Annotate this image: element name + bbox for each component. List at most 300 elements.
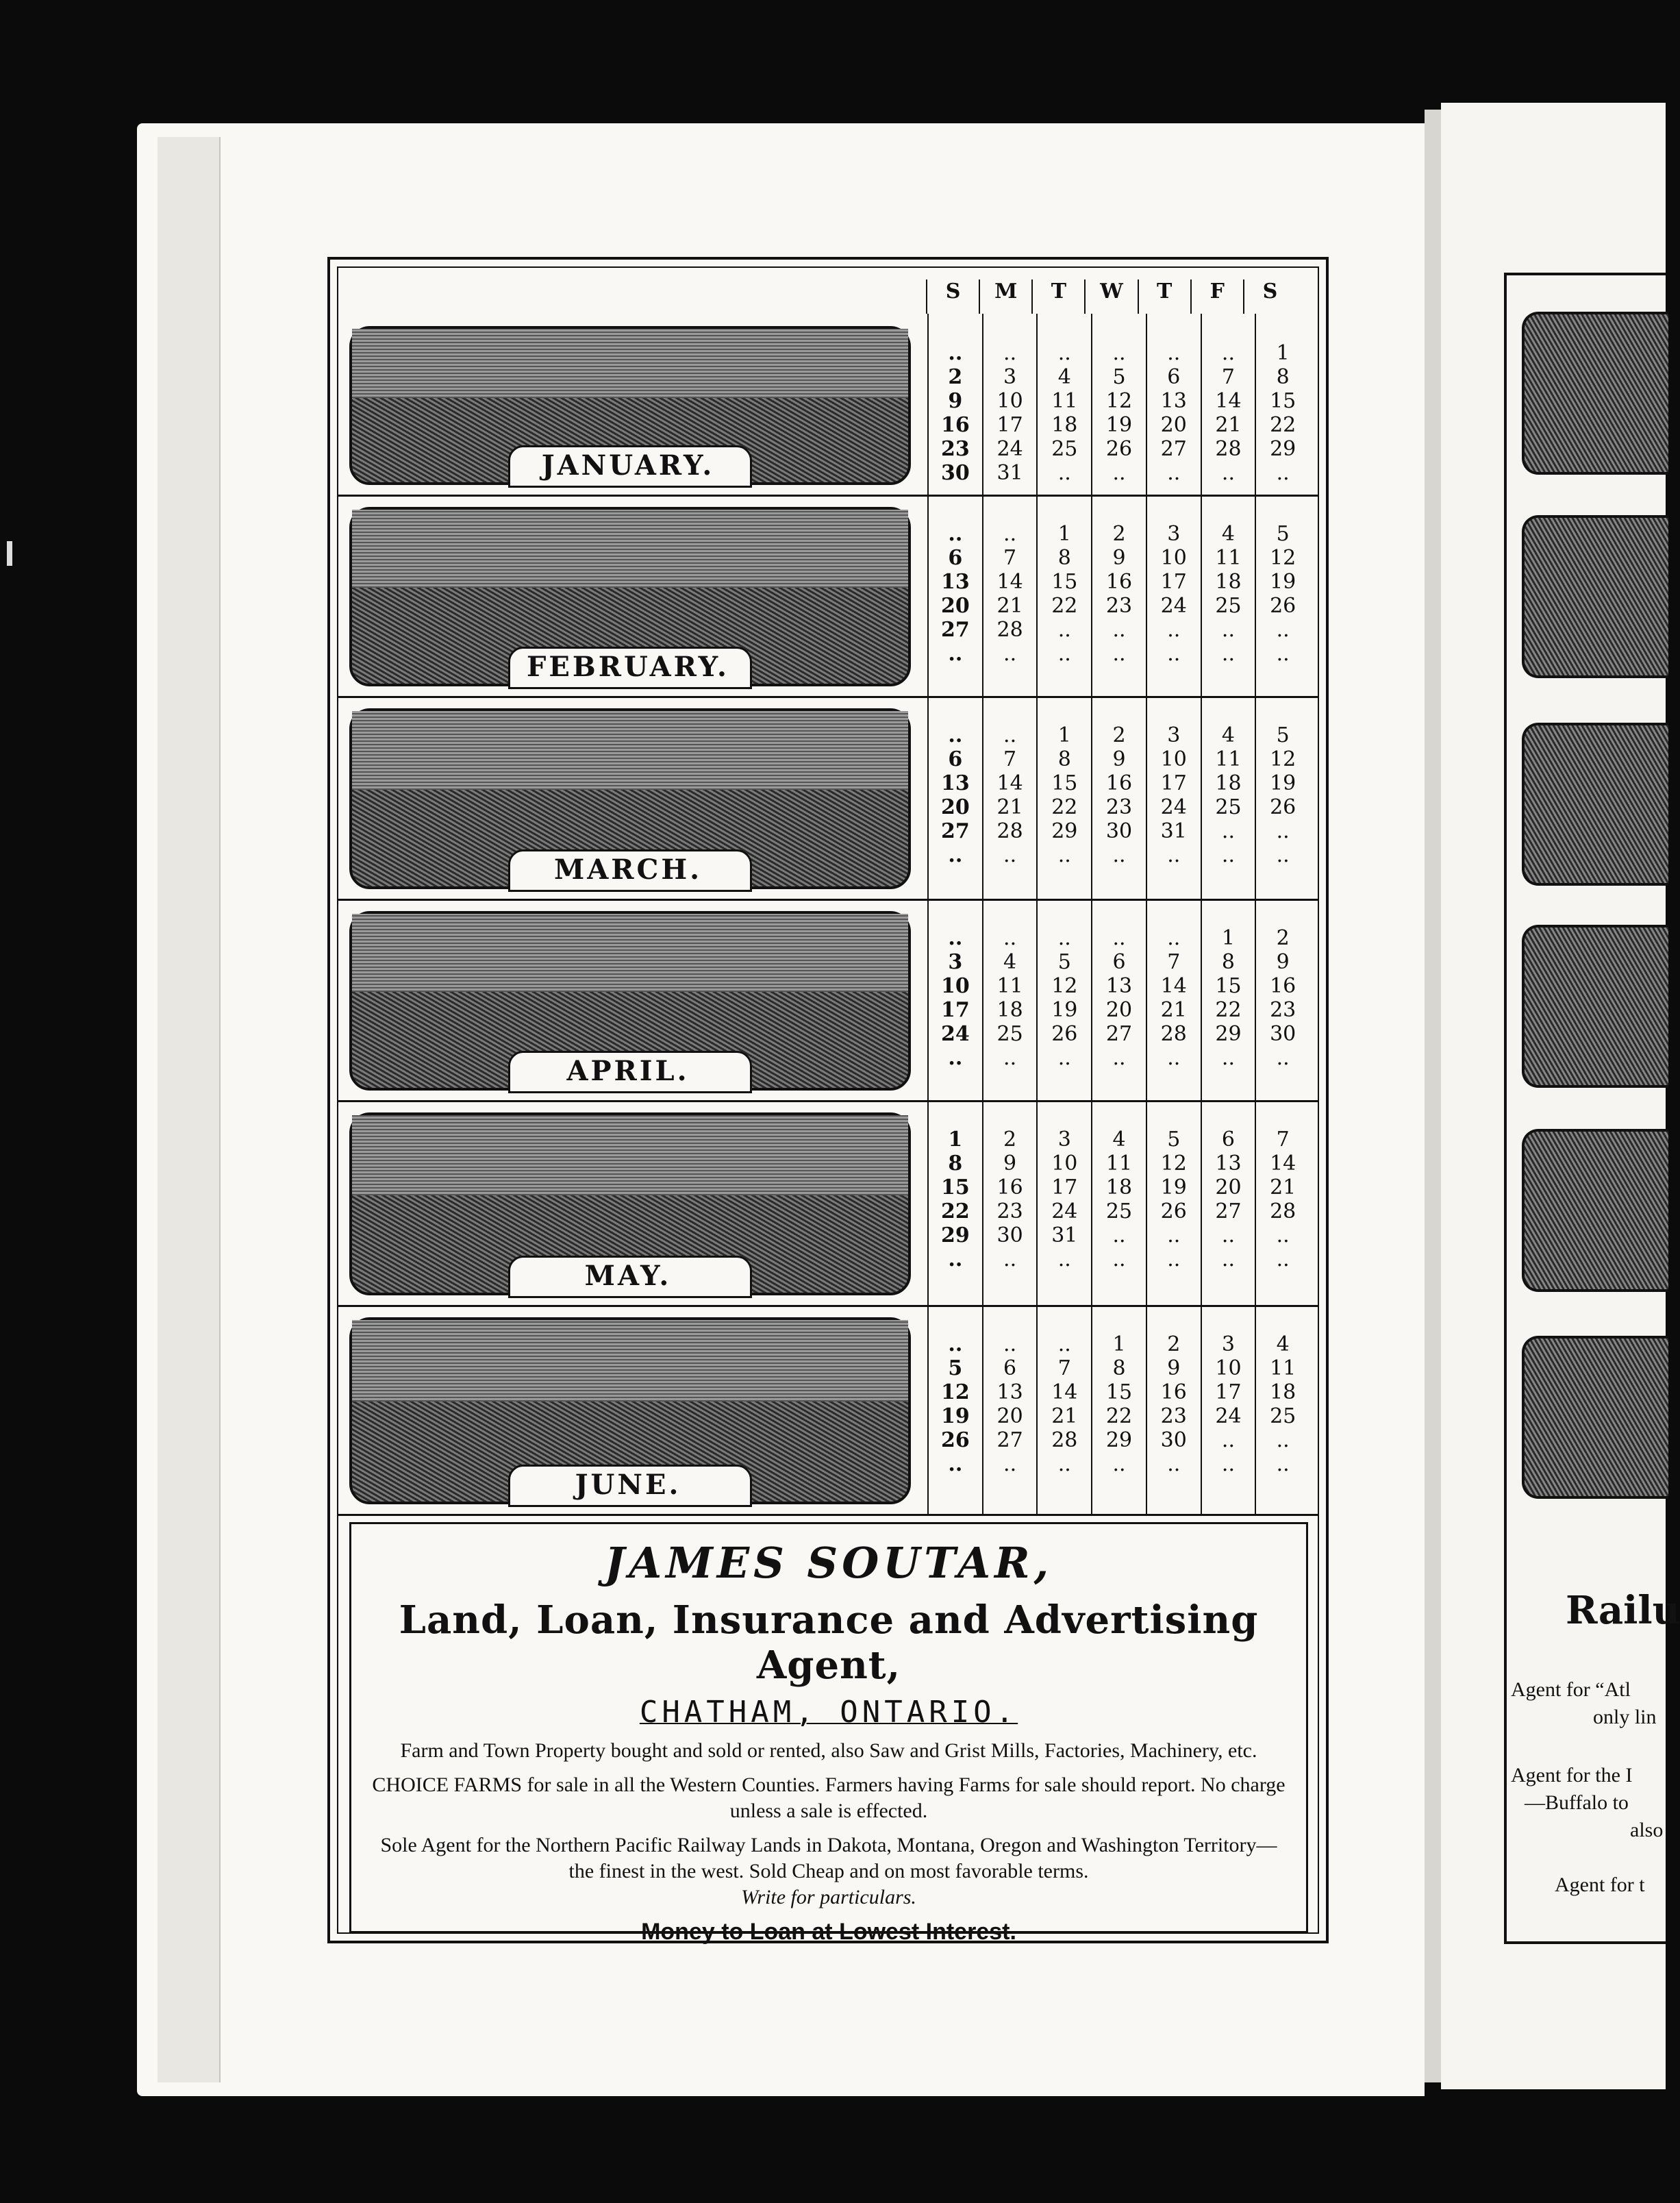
day-column-fri: [1201, 1100, 1255, 1305]
day-cell: 19: [940, 1404, 970, 1428]
weekday-mon: M: [979, 279, 1031, 314]
day-cell: 15: [940, 1175, 970, 1199]
ad-paragraph-railway: Sole Agent for the Northern Pacific Railway Lands in Dakota, Montana, Oregon and Washington Territory—the finest in the west. Sold Cheap and on most favorable terms.: [380, 1834, 1277, 1882]
day-cell: 9: [1112, 546, 1126, 570]
day-cell: 15: [1051, 771, 1078, 795]
day-cell: 4: [1112, 1128, 1126, 1152]
day-cell: 11: [1105, 1152, 1133, 1175]
day-cell: 7: [1057, 1356, 1071, 1380]
month-name: JANUARY.: [541, 449, 715, 482]
day-cell: 17: [1160, 771, 1187, 795]
advertiser-city: CHATHAM, ONTARIO.: [639, 1695, 1018, 1730]
day-column-wed: [1091, 1305, 1146, 1514]
day-cell: 25: [1215, 795, 1242, 819]
day-cell: ..: [1276, 1452, 1290, 1476]
day-cell: 14: [1160, 974, 1187, 998]
day-cell: 15: [1270, 389, 1296, 413]
day-cell: 25: [1215, 594, 1242, 618]
day-column-sat: [1255, 899, 1309, 1100]
weekday-fri: F: [1190, 279, 1243, 314]
day-cell: 26: [1270, 795, 1296, 819]
day-cell: ..: [1221, 341, 1235, 365]
day-cell: 21: [1215, 413, 1242, 437]
weekday-tue: T: [1031, 279, 1084, 314]
day-cell: 7: [1276, 1128, 1290, 1152]
day-cell: 16: [940, 413, 970, 437]
day-cell: ..: [1003, 1046, 1017, 1070]
day-cell: 11: [1270, 1356, 1296, 1380]
month-row: [337, 696, 1318, 901]
day-cell: ..: [1167, 843, 1181, 867]
day-cell: 6: [1003, 1356, 1017, 1380]
day-cell: 19: [1051, 998, 1078, 1022]
day-cell: ..: [1276, 819, 1290, 843]
day-cell: 30: [1160, 1428, 1187, 1452]
day-column-mon: [982, 314, 1037, 495]
day-cell: 4: [1221, 522, 1235, 546]
day-cell: 28: [1215, 437, 1242, 461]
day-cell: 20: [1160, 413, 1187, 437]
right-vignette-4: [1522, 925, 1668, 1088]
day-grid: [927, 495, 1309, 696]
day-column-wed: [1091, 1100, 1146, 1305]
day-cell: 13: [996, 1380, 1023, 1404]
day-cell: ..: [1167, 926, 1181, 950]
day-cell: ..: [1276, 642, 1290, 666]
day-cell: ..: [1167, 1247, 1181, 1271]
day-cell: 16: [1105, 570, 1133, 594]
day-cell: 15: [1215, 974, 1242, 998]
day-cell: ..: [1276, 618, 1290, 642]
day-cell: 28: [996, 819, 1023, 843]
day-cell: ..: [1167, 618, 1181, 642]
day-column-thu: [1146, 495, 1201, 696]
ad-write-note: Write for particulars.: [741, 1886, 916, 1908]
day-cell: ..: [1112, 1247, 1126, 1271]
day-cell: 26: [1051, 1022, 1078, 1046]
day-cell: 25: [1051, 437, 1078, 461]
day-column-tue: [1036, 1100, 1091, 1305]
day-column-thu: [1146, 314, 1201, 495]
day-cell: 19: [1105, 413, 1133, 437]
day-cell: ..: [1057, 843, 1071, 867]
day-cell: ..: [1276, 1046, 1290, 1070]
day-cell: 14: [1051, 1380, 1078, 1404]
day-cell: 11: [1215, 546, 1242, 570]
weekday-header: [926, 279, 1296, 314]
day-cell: 3: [1167, 522, 1181, 546]
day-cell: 18: [1051, 413, 1078, 437]
day-cell: 4: [1276, 1332, 1290, 1356]
day-cell: 26: [1105, 437, 1133, 461]
day-cell: ..: [948, 843, 963, 867]
day-column-mon: [982, 495, 1037, 696]
day-cell: 9: [1112, 747, 1126, 771]
day-cell: 15: [1051, 570, 1078, 594]
day-cell: 4: [1057, 365, 1071, 389]
day-grid: [927, 314, 1309, 495]
right-ad-heading: Railu: [1566, 1588, 1680, 1633]
day-cell: 4: [1221, 723, 1235, 747]
day-cell: 16: [1160, 1380, 1187, 1404]
day-cell: 13: [1105, 974, 1133, 998]
day-cell: 23: [996, 1199, 1023, 1223]
day-cell: 22: [1270, 413, 1296, 437]
day-cell: ..: [1221, 642, 1235, 666]
right-vignette-1: [1522, 312, 1668, 475]
day-cell: 28: [996, 618, 1023, 642]
right-ad-line-2: only lin: [1593, 1706, 1657, 1728]
day-cell: 19: [1270, 570, 1296, 594]
book-gutter: [1425, 110, 1441, 2082]
month-row: [337, 1100, 1318, 1307]
day-cell: ..: [1057, 341, 1071, 365]
day-cell: ..: [1167, 1046, 1181, 1070]
day-cell: 2: [1276, 926, 1290, 950]
weekday-thu: T: [1138, 279, 1190, 314]
day-cell: 31: [1160, 819, 1187, 843]
day-cell: 27: [940, 819, 970, 843]
day-cell: 8: [948, 1152, 963, 1175]
day-cell: 12: [1105, 389, 1133, 413]
day-cell: 13: [1215, 1152, 1242, 1175]
day-cell: 11: [1051, 389, 1078, 413]
month-row: [337, 1305, 1318, 1516]
day-column-tue: [1036, 899, 1091, 1100]
day-column-tue: [1036, 696, 1091, 899]
advertiser-title: Land, Loan, Insurance and Advertising Agent,: [399, 1597, 1259, 1688]
day-cell: 14: [996, 771, 1023, 795]
right-ad-line-5: also: [1630, 1819, 1664, 1841]
day-cell: 23: [1105, 594, 1133, 618]
day-column-sun: [927, 1305, 982, 1514]
day-cell: 2: [1003, 1128, 1017, 1152]
day-cell: 21: [1270, 1175, 1296, 1199]
day-cell: ..: [1003, 723, 1017, 747]
day-cell: 28: [1160, 1022, 1187, 1046]
right-vignette-2: [1522, 515, 1668, 678]
day-cell: 21: [1160, 998, 1187, 1022]
day-cell: ..: [1112, 618, 1126, 642]
day-cell: 23: [1160, 1404, 1187, 1428]
day-grid: [927, 696, 1309, 899]
day-cell: 24: [1160, 795, 1187, 819]
day-cell: ..: [948, 642, 963, 666]
day-cell: 16: [996, 1175, 1023, 1199]
day-cell: ..: [1003, 522, 1017, 546]
weekday-wed: W: [1084, 279, 1137, 314]
day-cell: 6: [1167, 365, 1181, 389]
day-cell: 10: [1160, 747, 1187, 771]
day-cell: ..: [1003, 642, 1017, 666]
day-cell: ..: [1167, 341, 1181, 365]
day-column-sun: [927, 314, 982, 495]
day-cell: ..: [948, 341, 963, 365]
day-cell: 27: [940, 618, 970, 642]
day-cell: 9: [948, 389, 963, 413]
day-cell: 14: [996, 570, 1023, 594]
day-cell: ..: [1112, 1452, 1126, 1476]
day-column-tue: [1036, 1305, 1091, 1514]
day-cell: ..: [1003, 1452, 1017, 1476]
day-cell: 14: [1270, 1152, 1296, 1175]
month-name: MAY.: [584, 1260, 672, 1292]
day-cell: 10: [1160, 546, 1187, 570]
day-column-mon: [982, 1100, 1037, 1305]
month-name: FEBRUARY.: [527, 651, 729, 683]
day-cell: 20: [940, 795, 970, 819]
day-column-thu: [1146, 1305, 1201, 1514]
day-column-tue: [1036, 314, 1091, 495]
day-cell: 3: [1057, 1128, 1071, 1152]
day-column-sat: [1255, 495, 1309, 696]
day-cell: 1: [1057, 522, 1071, 546]
day-cell: 8: [1112, 1356, 1126, 1380]
day-cell: 3: [948, 950, 963, 974]
day-cell: ..: [1276, 1247, 1290, 1271]
day-cell: 9: [1276, 950, 1290, 974]
right-vignette-3: [1522, 723, 1668, 886]
day-cell: 30: [1105, 819, 1133, 843]
right-ad-line-3: Agent for the I: [1511, 1764, 1633, 1787]
day-cell: 1: [1112, 1332, 1126, 1356]
day-cell: 18: [1215, 570, 1242, 594]
day-cell: 13: [940, 771, 970, 795]
day-cell: ..: [1221, 1428, 1235, 1452]
day-cell: 22: [1105, 1404, 1133, 1428]
day-cell: ..: [1003, 1332, 1017, 1356]
day-cell: 28: [1270, 1199, 1296, 1223]
day-column-sat: [1255, 1305, 1309, 1514]
day-cell: 12: [1270, 747, 1296, 771]
day-cell: 27: [996, 1428, 1023, 1452]
day-grid: [927, 1305, 1309, 1514]
day-cell: 12: [1270, 546, 1296, 570]
day-cell: 7: [1167, 950, 1181, 974]
day-cell: 10: [1215, 1356, 1242, 1380]
day-cell: ..: [1276, 1428, 1290, 1452]
day-cell: 11: [1215, 747, 1242, 771]
day-column-tue: [1036, 495, 1091, 696]
day-grid: [927, 1100, 1309, 1305]
day-cell: 4: [1003, 950, 1017, 974]
day-column-sat: [1255, 1100, 1309, 1305]
day-cell: 29: [940, 1223, 970, 1247]
day-cell: 5: [1276, 723, 1290, 747]
day-cell: 17: [940, 998, 970, 1022]
right-vignette-5: [1522, 1129, 1668, 1292]
day-cell: 5: [1167, 1128, 1181, 1152]
day-cell: ..: [948, 1332, 963, 1356]
day-cell: 25: [996, 1022, 1023, 1046]
day-cell: 2: [948, 365, 963, 389]
day-cell: 2: [1167, 1332, 1181, 1356]
day-cell: ..: [1057, 1452, 1071, 1476]
day-cell: 23: [1105, 795, 1133, 819]
day-cell: 17: [1215, 1380, 1242, 1404]
day-cell: 19: [1270, 771, 1296, 795]
day-cell: ..: [948, 926, 963, 950]
day-column-thu: [1146, 1100, 1201, 1305]
day-cell: ..: [1221, 1247, 1235, 1271]
month-row: [337, 899, 1318, 1102]
day-cell: 23: [1270, 998, 1296, 1022]
day-cell: ..: [1003, 843, 1017, 867]
day-column-sun: [927, 495, 982, 696]
right-vignette-6: [1522, 1336, 1668, 1499]
day-cell: ..: [1057, 618, 1071, 642]
day-cell: 5: [1112, 365, 1126, 389]
day-cell: 5: [1276, 522, 1290, 546]
day-cell: 29: [1051, 819, 1078, 843]
day-cell: 13: [1160, 389, 1187, 413]
day-cell: 5: [1057, 950, 1071, 974]
day-cell: 27: [1215, 1199, 1242, 1223]
day-cell: 14: [1215, 389, 1242, 413]
day-cell: 25: [1105, 1199, 1133, 1223]
day-cell: 25: [1270, 1404, 1296, 1428]
day-column-mon: [982, 1305, 1037, 1514]
day-cell: ..: [948, 723, 963, 747]
page-edge: [158, 137, 221, 2082]
day-column-wed: [1091, 314, 1146, 495]
day-cell: 31: [1051, 1223, 1078, 1247]
day-cell: 8: [1057, 747, 1071, 771]
day-cell: 6: [1112, 950, 1126, 974]
day-cell: 17: [1051, 1175, 1078, 1199]
ad-paragraph-property: Farm and Town Property bought and sold or rented, also Saw and Grist Mills, Factories, Machinery, etc.: [400, 1739, 1257, 1762]
day-cell: 9: [1003, 1152, 1017, 1175]
weekday-sat: S: [1243, 279, 1296, 314]
day-cell: 1: [1276, 341, 1290, 365]
day-cell: ..: [948, 1247, 963, 1271]
day-cell: 3: [1167, 723, 1181, 747]
day-cell: ..: [948, 1452, 963, 1476]
day-cell: 18: [1215, 771, 1242, 795]
day-cell: 15: [1105, 1380, 1133, 1404]
day-cell: ..: [1167, 1452, 1181, 1476]
day-cell: ..: [1221, 461, 1235, 485]
day-cell: ..: [1167, 461, 1181, 485]
day-cell: 29: [1270, 437, 1296, 461]
weekday-sun: S: [926, 279, 979, 314]
day-cell: ..: [1057, 461, 1071, 485]
day-cell: 16: [1105, 771, 1133, 795]
day-cell: ..: [1276, 843, 1290, 867]
day-cell: ..: [1003, 926, 1017, 950]
day-cell: ..: [1221, 819, 1235, 843]
day-cell: 12: [1051, 974, 1078, 998]
margin-mark: [7, 541, 12, 566]
day-cell: ..: [1057, 642, 1071, 666]
day-cell: 23: [940, 437, 970, 461]
day-cell: 29: [1215, 1022, 1242, 1046]
day-cell: 11: [996, 974, 1023, 998]
day-cell: 20: [940, 594, 970, 618]
day-cell: 21: [996, 795, 1023, 819]
month-row: [337, 314, 1318, 497]
day-cell: 16: [1270, 974, 1296, 998]
day-column-thu: [1146, 696, 1201, 899]
day-cell: ..: [1112, 642, 1126, 666]
day-cell: ..: [1221, 1046, 1235, 1070]
day-cell: ..: [1112, 1223, 1126, 1247]
day-cell: 13: [940, 570, 970, 594]
day-cell: 31: [996, 461, 1023, 485]
day-cell: 1: [1057, 723, 1071, 747]
day-cell: ..: [1112, 926, 1126, 950]
day-cell: ..: [1057, 926, 1071, 950]
day-cell: 7: [1003, 747, 1017, 771]
day-cell: 8: [1057, 546, 1071, 570]
day-cell: 6: [948, 546, 963, 570]
day-cell: 24: [1215, 1404, 1242, 1428]
day-column-sun: [927, 696, 982, 899]
day-cell: 2: [1112, 522, 1126, 546]
day-cell: ..: [1221, 843, 1235, 867]
right-ad-line-6: Agent for t: [1555, 1874, 1645, 1896]
day-cell: 6: [948, 747, 963, 771]
month-name: JUNE.: [575, 1469, 681, 1501]
day-column-fri: [1201, 495, 1255, 696]
day-cell: ..: [1221, 618, 1235, 642]
day-cell: ..: [1057, 1046, 1071, 1070]
day-cell: ..: [1003, 341, 1017, 365]
day-column-mon: [982, 696, 1037, 899]
day-cell: 30: [940, 461, 970, 485]
day-cell: 8: [1276, 365, 1290, 389]
day-column-fri: [1201, 314, 1255, 495]
day-column-fri: [1201, 696, 1255, 899]
day-cell: ..: [1221, 1452, 1235, 1476]
day-cell: 22: [1051, 795, 1078, 819]
day-cell: ..: [1276, 461, 1290, 485]
day-cell: ..: [1112, 843, 1126, 867]
day-cell: 7: [1003, 546, 1017, 570]
day-cell: 6: [1221, 1128, 1235, 1152]
day-cell: 12: [940, 1380, 970, 1404]
day-cell: 24: [1160, 594, 1187, 618]
day-grid: [927, 899, 1309, 1100]
day-cell: ..: [1276, 1223, 1290, 1247]
day-cell: 24: [940, 1022, 970, 1046]
day-cell: ..: [1112, 341, 1126, 365]
ad-money-line: Money to Loan at Lowest Interest.: [641, 1919, 1016, 1945]
day-cell: 3: [1221, 1332, 1235, 1356]
day-column-fri: [1201, 899, 1255, 1100]
day-cell: 20: [1105, 998, 1133, 1022]
day-cell: 10: [940, 974, 970, 998]
day-column-sun: [927, 1100, 982, 1305]
day-cell: 18: [996, 998, 1023, 1022]
day-column-sat: [1255, 696, 1309, 899]
day-cell: 18: [1270, 1380, 1296, 1404]
day-cell: 3: [1003, 365, 1017, 389]
day-column-thu: [1146, 899, 1201, 1100]
month-name: APRIL.: [566, 1055, 690, 1087]
day-column-sun: [927, 899, 982, 1100]
day-cell: 22: [1051, 594, 1078, 618]
day-cell: 27: [1160, 437, 1187, 461]
day-cell: 26: [940, 1428, 970, 1452]
day-cell: 24: [996, 437, 1023, 461]
day-cell: 8: [1221, 950, 1235, 974]
day-cell: ..: [1003, 1247, 1017, 1271]
day-column-mon: [982, 899, 1037, 1100]
advertiser-name: JAMES SOUTAR,: [604, 1538, 1053, 1588]
day-cell: 24: [1051, 1199, 1078, 1223]
day-cell: 21: [1051, 1404, 1078, 1428]
